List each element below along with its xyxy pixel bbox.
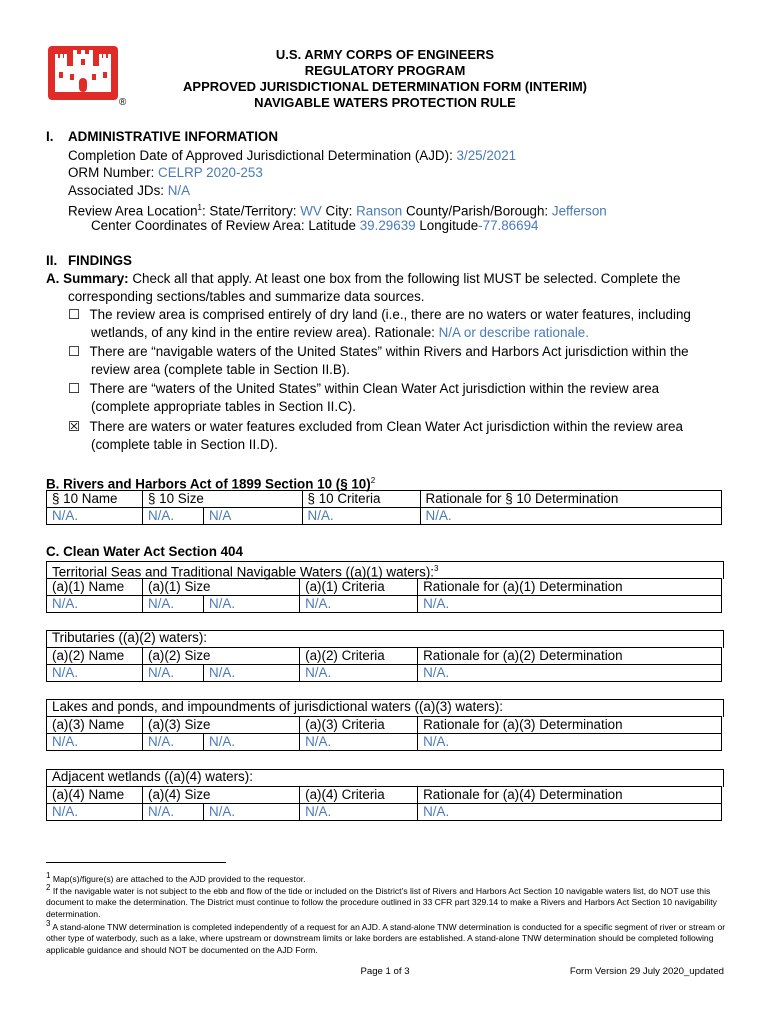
cell-name[interactable]: N/A. (47, 596, 143, 613)
cell-size[interactable]: N/A. (143, 596, 204, 613)
registered-mark: ® (119, 97, 127, 108)
checkbox-dry-land-text-2: wetlands, of any kind in the entire review area). Rationale: (91, 325, 435, 340)
header-program: REGULATORY PROGRAM (304, 63, 466, 78)
a2-table (46, 647, 722, 682)
associated-jds-value[interactable]: N/A (167, 183, 191, 198)
section-b-title-text: B. Rivers and Harbors Act of 1899 Section 10 (§ 10) (46, 476, 371, 492)
footnote-ref-3: 3 (434, 564, 439, 573)
table-row (47, 804, 722, 821)
cell-criteria[interactable]: N/A. (300, 596, 418, 613)
cell-name[interactable]: N/A. (47, 665, 143, 682)
table-row (47, 734, 722, 751)
header-rationale: Rationale for § 10 Determination (420, 491, 721, 508)
checkbox-excluded-waters[interactable]: ☒ (68, 419, 81, 434)
header-criteria: § 10 Criteria (302, 491, 420, 508)
city-value[interactable]: Ranson (356, 203, 403, 219)
header-size: § 10 Size (143, 491, 303, 508)
a1-title-text: Territorial Seas and Traditional Navigable Waters ((a)(1) waters): (52, 564, 435, 580)
cell-size[interactable]: N/A. (143, 804, 204, 821)
cell-rationale[interactable]: N/A. (420, 508, 721, 525)
cell-unit[interactable]: N/A. (204, 596, 300, 613)
section-c-title: C. Clean Water Act Section 404 (46, 544, 243, 559)
table-header-row (47, 491, 722, 508)
table-row (47, 665, 722, 682)
checkbox-navigable-waters[interactable]: ☐ (68, 344, 81, 359)
cell-size[interactable]: N/A. (143, 665, 204, 682)
cell-rationale[interactable]: N/A. (418, 665, 722, 682)
cell-size[interactable]: N/A. (143, 734, 204, 751)
section-ii-title: FINDINGS (68, 253, 132, 268)
footnote-2-text: If the navigable water is not subject to the ebb and flow of the tide or included on the District’s list of Rivers and Harbors Act Section 10 navigable waters list, do NOT use this document to make the determination. The District must continue to follow the procedure outlined in 33 CFR part 329.14 to make a Rivers and Harbors Act Section 10 navigability determination. (46, 885, 717, 920)
county-value[interactable]: Jefferson (551, 203, 607, 219)
cell-criteria[interactable]: N/A. (300, 804, 418, 821)
header-criteria: (a)(1) Criteria (300, 579, 418, 596)
cell-rationale[interactable]: N/A. (418, 596, 722, 613)
footnote-ref-2: 2 (370, 476, 376, 485)
associated-jds-label: Associated JDs: (68, 183, 165, 198)
a4-table-title: Adjacent wetlands ((a)(4) waters): (52, 769, 253, 784)
checkbox-dry-land-text-1: The review area is comprised entirely of dry land (i.e., there are no waters or water features, including (89, 307, 691, 322)
a3-table (46, 716, 722, 751)
checkbox-dry-land-row (68, 306, 691, 323)
header-rationale: Rationale for (a)(4) Determination (418, 787, 722, 804)
checkbox-navigable-text-1: There are “navigable waters of the United States” within Rivers and Harbors Act jurisdiction within the (89, 344, 689, 359)
table-header-row (47, 579, 722, 596)
header-rationale: Rationale for (a)(3) Determination (418, 717, 722, 734)
center-coordinates-label: Center Coordinates of Review Area: Latitude (91, 218, 356, 233)
state-label: : State/Territory: (201, 203, 297, 219)
header-size: (a)(3) Size (143, 717, 300, 734)
section-i-title: ADMINISTRATIVE INFORMATION (68, 129, 279, 144)
review-area-label: Review Area Location (68, 203, 198, 219)
checkbox-dry-land-line-2 (91, 324, 589, 341)
dry-land-rationale-value[interactable]: N/A or describe rationale. (438, 325, 589, 340)
summary-label: Summary: (63, 271, 129, 286)
a2-table-title: Tributaries ((a)(2) waters): (52, 630, 208, 645)
center-coordinates-line (91, 217, 538, 234)
completion-date-line (68, 147, 516, 164)
summary-text-2: corresponding sections/tables and summarize data sources. (68, 289, 425, 304)
checkbox-wotus-text-1: There are “waters of the United States” within Clean Water Act jurisdiction within the review area (89, 381, 660, 396)
state-value[interactable]: WV (300, 203, 322, 219)
cell-unit[interactable]: N/A. (204, 804, 300, 821)
orm-number-value[interactable]: CELRP 2020-253 (158, 165, 263, 180)
cell-name[interactable]: N/A. (47, 734, 143, 751)
header-rationale: Rationale for (a)(1) Determination (418, 579, 722, 596)
header-form-title: APPROVED JURISDICTIONAL DETERMINATION FORM (INTERIM) (183, 79, 587, 94)
footnote-1-number: 1 (46, 871, 51, 880)
checkbox-waters-of-us[interactable]: ☐ (68, 381, 81, 396)
usace-castle-logo (48, 46, 118, 100)
summary-letter: A. (46, 271, 60, 286)
section-10-table (46, 490, 722, 525)
checkbox-excluded-row (68, 418, 683, 435)
footnote-3-text: A stand-alone TNW determination is completed independently of a request for an AJD. A stand-alone TNW determination is conducted for a specific segment of river or stream or other type of waterbody, such as a lake, where upstream or downstream limits or lake borders are established. A stand-alone TNW determination should be completed following applicable guidance and should NOT be documented on the AJD Form. (46, 921, 726, 956)
header-rationale: Rationale for (a)(2) Determination (418, 648, 722, 665)
header-name: (a)(3) Name (47, 717, 143, 734)
table-header-row (47, 787, 722, 804)
footnote-divider (46, 862, 226, 863)
checkbox-wotus-row (68, 380, 659, 397)
city-label: City: (325, 203, 353, 219)
a1-table (46, 578, 722, 613)
header-name: § 10 Name (47, 491, 143, 508)
footnote-2 (46, 882, 726, 921)
longitude-label: Longitude (419, 218, 479, 233)
checkbox-navigable-text-2: review area (complete table in Section II.B). (91, 362, 351, 377)
header-name: (a)(4) Name (47, 787, 143, 804)
summary-text-1: Check all that apply. At least one box from the following list MUST be selected. Complete the (132, 271, 681, 286)
header-size: (a)(4) Size (143, 787, 300, 804)
checkbox-excluded-text-2: (complete table in Section II.D). (91, 437, 278, 452)
checkbox-wotus-text-2: (complete appropriate tables in Section II.C). (91, 399, 356, 414)
header-criteria: (a)(3) Criteria (300, 717, 418, 734)
summary-line-1 (46, 270, 680, 287)
longitude-value[interactable]: -77.86694 (478, 218, 539, 233)
county-label: County/Parish/Borough: (405, 203, 549, 219)
a3-table-title: Lakes and ponds, and impoundments of jurisdictional waters ((a)(3) waters): (52, 699, 504, 714)
cell-unit[interactable]: N/A. (204, 734, 300, 751)
cell-criteria[interactable]: N/A. (300, 734, 418, 751)
cell-rationale[interactable]: N/A. (418, 804, 722, 821)
orm-number-label: ORM Number: (68, 165, 155, 180)
header-rule: NAVIGABLE WATERS PROTECTION RULE (254, 95, 516, 110)
latitude-value[interactable]: 39.29639 (359, 218, 416, 233)
header-criteria: (a)(4) Criteria (300, 787, 418, 804)
checkbox-dry-land[interactable]: ☐ (68, 307, 81, 322)
page-number: Page 1 of 3 (360, 966, 410, 977)
associated-jds-line (68, 182, 190, 199)
section-ii-number: II. (46, 253, 58, 268)
header-criteria: (a)(2) Criteria (300, 648, 418, 665)
header-size: (a)(2) Size (143, 648, 300, 665)
cell-unit[interactable]: N/A. (204, 665, 300, 682)
checkbox-excluded-text-1: There are waters or water features excluded from Clean Water Act jurisdiction within the review area (89, 419, 683, 434)
table-row (47, 596, 722, 613)
cell-criteria[interactable]: N/A. (302, 508, 420, 525)
section-i-number: I. (46, 129, 54, 144)
cell-name[interactable]: N/A. (47, 804, 143, 821)
cell-criteria[interactable]: N/A. (300, 665, 418, 682)
footnote-3 (46, 918, 726, 957)
footnote-1-text: Map(s)/figure(s) are attached to the AJD provided to the requestor. (52, 873, 306, 884)
header-agency: U.S. ARMY CORPS OF ENGINEERS (275, 47, 495, 62)
table-row (47, 508, 722, 525)
cell-size[interactable]: N/A. (143, 508, 204, 525)
header-size: (a)(1) Size (143, 579, 300, 596)
footnote-ref-1: 1 (197, 203, 202, 212)
table-header-row (47, 648, 722, 665)
completion-date-label: Completion Date of Approved Jurisdictional Determination (AJD): (68, 148, 453, 163)
table-header-row (47, 717, 722, 734)
form-version: Form Version 29 July 2020_updated (569, 966, 724, 977)
document-header (120, 47, 650, 111)
completion-date-value[interactable]: 3/25/2021 (456, 148, 517, 163)
footnote-2-number: 2 (46, 883, 51, 892)
a4-table (46, 786, 722, 821)
cell-name[interactable]: N/A. (47, 508, 143, 525)
cell-unit[interactable]: N/A (204, 508, 303, 525)
cell-rationale[interactable]: N/A. (418, 734, 722, 751)
header-name: (a)(2) Name (47, 648, 143, 665)
header-name: (a)(1) Name (47, 579, 143, 596)
orm-number-line (68, 164, 263, 181)
checkbox-navigable-row (68, 343, 689, 360)
footnote-3-number: 3 (46, 919, 51, 928)
